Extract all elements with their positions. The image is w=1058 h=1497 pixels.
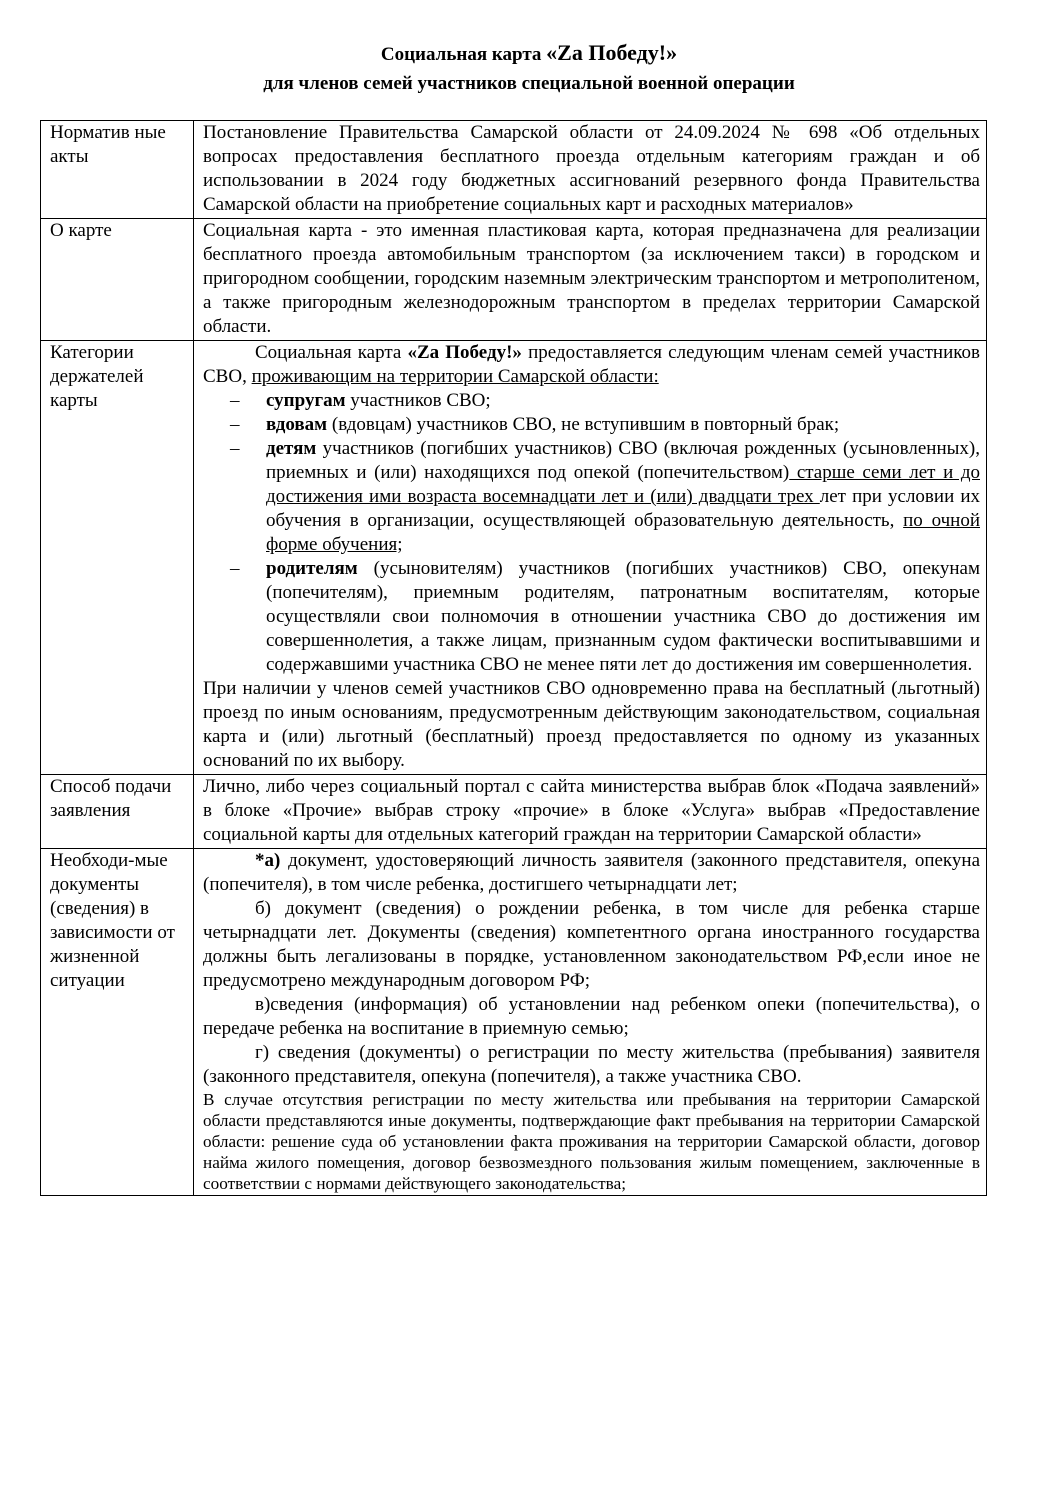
doc-item-g-small: В случае отсутствия регистрации по месту жительства или пребывания на территории Самарской области представляются иные документы, подтверждающие факт пребывания на территории Самарской области: решение суда об установлении факта проживания на территории Самарской области, договор найма жилого помещения, договор безвозмездного пользования жилым помещением, заключенные в соответствии с нормами действующего законодательства;: [203, 1090, 980, 1193]
list-item-parents: [230, 557, 980, 677]
item-underlined: старше семи лет и до достижения ими возраста восемнадцати лет и (или) двадцати трех: [266, 462, 980, 507]
row-content-about: Социальная карта - это именная пластиковая карта, которая предназначена для реализации бесплатного проезда автомобильным транспортом (за исключением такси) в городском и пригородном сообщении, городским наземным электрическим транспортом и метрополитеном, а также пригородным железнодорожным транспортом в пределах территории Самарской области.: [194, 219, 987, 341]
row-content-categories: [194, 341, 987, 775]
categories-intro: [203, 341, 980, 389]
row-label-acts: Норматив ные акты: [41, 121, 194, 219]
doc-item-b: б) документ (сведения) о рождении ребенка, в том числе для ребенка старше четырнадцати лет. Документы (сведения) компетентного органа иностранного государства должны быть легализованы в порядке, установленном законодательством РФ,если иное не предусмотрено международным договором РФ;: [203, 898, 980, 991]
table-row-acts: [41, 121, 987, 219]
row-content-method: Лично, либо через социальный портал с сайта министерства выбрав блок «Подача заявлений» в блоке «Прочие» выбрав строку «прочие» в блоке «Услуга» выбрав «Предоставление социальной карты для отдельных категорий граждан на территории Самарской области»: [194, 775, 987, 849]
item-text: (усыновителям) участников (погибших участников) СВО, опекунам (попечителям), приемным родителям, патронатным воспитателям, которые осуществляли свои полномочия в отношении участника СВО до достижения им совершеннолетия, а также лицам, признанным судом фактически воспитывавшими и содержавшими участника СВО не менее пяти лет до достижения им совершеннолетия.: [266, 558, 980, 675]
dash-marker: –: [230, 558, 240, 579]
doc-item-a-text: документ, удостоверяющий личность заявителя (законного представителя, опекуна (попечителя), в том числе ребенка, достигшего четырнадцати лет;: [203, 850, 980, 895]
doc-item-g: г) сведения (документы) о регистрации по месту жительства (пребывания) заявителя (законного представителя, опекуна (попечителя), а также участника СВО.: [203, 1042, 980, 1087]
intro-card-name: «Za Победу!»: [407, 342, 522, 363]
item-underlined-2: по очной форме обучения;: [266, 510, 980, 555]
info-table: [40, 120, 987, 1196]
categories-list: [203, 389, 980, 677]
item-text-2: лет при условии их обучения в организации, осуществляющей образовательную деятельность,: [266, 486, 980, 531]
intro-text-2: предоставляется следующим членам семей участников СВО,: [203, 342, 980, 387]
item-keyword: родителям: [266, 558, 358, 579]
list-item-children: [230, 437, 980, 557]
document-title: [0, 40, 1058, 66]
doc-item-a: [203, 849, 980, 897]
item-keyword: супругам: [266, 390, 346, 411]
item-text: участников СВО;: [345, 390, 491, 411]
item-keyword: детям: [266, 438, 317, 459]
table-row-docs: [41, 849, 987, 1196]
row-content-acts: Постановление Правительства Самарской области от 24.09.2024 № 698 «Об отдельных вопросах предоставления бесплатного проезда отдельным категориям граждан и об использовании в 2024 году бюджетных ассигнований резервного фонда Правительства Самарской области на приобретение социальных карт и расходных материалов»: [194, 121, 987, 219]
table-row-method: [41, 775, 987, 849]
intro-text: Социальная карта: [255, 342, 408, 363]
intro-underlined: проживающим на территории Самарской области:: [251, 366, 659, 387]
document-subtitle: для членов семей участников специальной военной операции: [263, 73, 795, 94]
row-label-categories: Категории держателей карты: [41, 341, 194, 775]
table-row-categories: [41, 341, 987, 775]
dash-marker: –: [230, 414, 240, 435]
item-text: (вдовцам) участников СВО, не вступившим в повторный брак;: [327, 414, 840, 435]
dash-marker: –: [230, 438, 240, 459]
list-item-spouses: [230, 389, 980, 413]
title-prefix: Социальная карта: [380, 44, 547, 65]
table-row-about: [41, 219, 987, 341]
row-content-docs: [194, 849, 987, 1196]
row-label-about: О карте: [41, 219, 194, 341]
doc-item-a-marker: *а): [255, 850, 281, 871]
item-text: участников (погибших участников) СВО (включая рожденных (усыновленных), приемных и (или) находящихся под опекой (попечительством): [266, 438, 980, 483]
categories-outro: При наличии у членов семей участников СВО одновременно права на бесплатный (льготный) проезд по иным основаниям, предусмотренным действующим законодательством, социальная карта и (или) льготный (бесплатный) проезд предоставляется по одному из указанных оснований по их выбору.: [203, 678, 980, 771]
doc-item-v: в)сведения (информация) об установлении над ребенком опеки (попечительства), о передаче ребенка на воспитание в приемную семью;: [203, 994, 980, 1039]
card-name: «Za Победу!»: [546, 40, 678, 65]
row-label-docs: Необходи-мые документы (сведения) в зависимости от жизненной ситуации: [41, 849, 194, 1196]
dash-marker: –: [230, 390, 240, 411]
item-keyword: вдовам: [266, 414, 328, 435]
list-item-widows: [230, 413, 980, 437]
row-label-method: Способ подачи заявления: [41, 775, 194, 849]
